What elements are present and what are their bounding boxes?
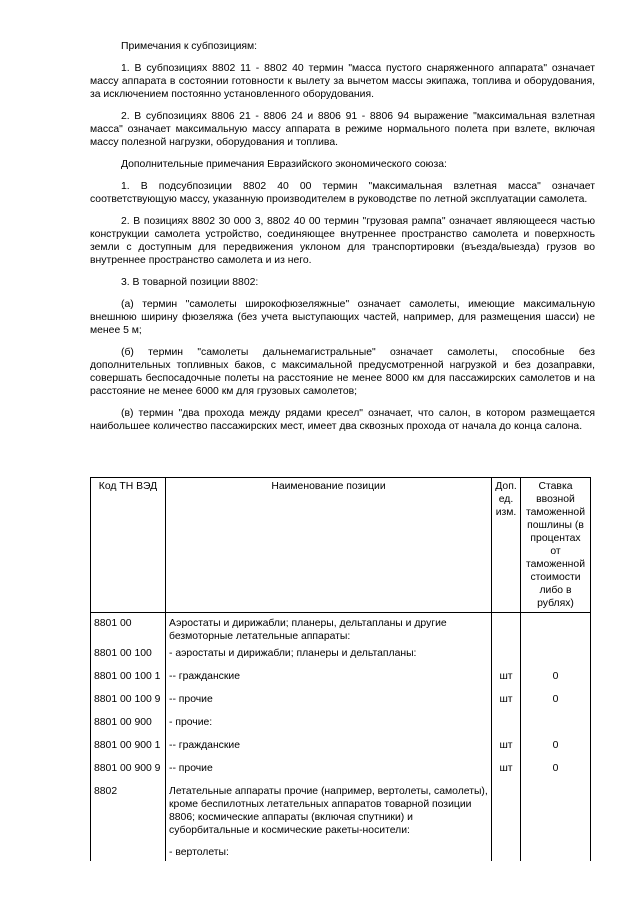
table-row xyxy=(91,668,591,691)
notes-section xyxy=(90,40,595,442)
cell-code: 8801 00 100 1 xyxy=(91,668,166,691)
cell-name-subheading: - вертолеты: xyxy=(169,847,229,858)
table-row xyxy=(91,714,591,737)
cell-name: -- прочие xyxy=(166,760,492,783)
cell-rate: 0 xyxy=(521,691,591,714)
table-row xyxy=(91,737,591,760)
header-name: Наименование позиции xyxy=(166,478,492,613)
definition-item-b: (б) термин "самолеты дальнемагистральные" означает самолеты, способные без дополнительных топливных баков, с максимальной предусмотренной нагрузкой и без дозаправки, совершать беспосадочные полеты на расстояние не менее 8000 км для пассажирских самолетов и на расстояние не менее 6000 км для грузовых самолетов; xyxy=(90,347,595,397)
definition-item-c: (в) термин "два прохода между рядами кресел" означает, что салон, в котором размещается наибольшее количество пассажирских мест, имеет два сквозных прохода от начала до конца салона. xyxy=(90,408,595,432)
table-row xyxy=(91,691,591,714)
cell-rate: 0 xyxy=(521,760,591,783)
cell-rate xyxy=(521,645,591,668)
cell-rate xyxy=(521,613,591,646)
table-row xyxy=(91,613,591,646)
cell-unit xyxy=(492,645,521,668)
cell-unit: шт xyxy=(492,691,521,714)
tariff-table xyxy=(90,477,591,861)
eaeu-notes-title: Дополнительные примечания Евразийского экономического союза: xyxy=(121,159,447,170)
cell-name xyxy=(166,783,492,861)
cell-unit xyxy=(492,613,521,646)
cell-rate xyxy=(521,783,591,861)
header-code: Код ТН ВЭД xyxy=(91,478,166,613)
cell-name-heading: Летательные аппараты прочие (например, вертолеты, самолеты), кроме беспилотных летательных аппаратов товарной позиции 8806; космические аппараты (включая спутники) и суборбитальные и космические ракеты-носители: xyxy=(169,786,488,836)
cell-unit: шт xyxy=(492,668,521,691)
eaeu-note-1: 1. В подсубпозиции 8802 40 00 термин "максимальная взлетная масса" означает соответствующую массу, указанную производителем в руководстве по летной эксплуатации самолета. xyxy=(90,181,595,205)
table-row xyxy=(91,645,591,668)
cell-unit xyxy=(492,714,521,737)
cell-rate xyxy=(521,714,591,737)
cell-code: 8801 00 100 xyxy=(91,645,166,668)
header-unit: Доп. ед. изм. xyxy=(492,478,521,613)
table-row xyxy=(91,760,591,783)
eaeu-note-2: 2. В позициях 8802 30 000 3, 8802 40 00 термин "грузовая рампа" означает являющееся частью конструкции самолета устройство, соединяющее внутреннее пространство самолета и поверхность земли с доступным для передвижения уклоном для транспортировки (въезда/выезда) грузов во внутреннее пространство самолета и из него. xyxy=(90,216,595,266)
table-row xyxy=(91,783,591,861)
cell-name: -- гражданские xyxy=(166,737,492,760)
cell-rate: 0 xyxy=(521,737,591,760)
header-rate: Ставка ввозной таможенной пошлины (в процентах от таможенной стоимости либо в рублях) xyxy=(521,478,591,613)
cell-code: 8801 00 100 9 xyxy=(91,691,166,714)
cell-code: 8801 00 900 1 xyxy=(91,737,166,760)
cell-code: 8801 00 900 xyxy=(91,714,166,737)
cell-name: - прочие: xyxy=(166,714,492,737)
subposition-note-1: 1. В субпозициях 8802 11 - 8802 40 термин "масса пустого снаряженного аппарата" означает массу аппарата в состоянии готовности к вылету за вычетом массы экипажа, топлива и оборудования, за исключением постоянно установленного оборудования. xyxy=(90,63,595,100)
cell-code: 8802 xyxy=(91,783,166,861)
table-header-row xyxy=(91,478,591,613)
cell-name: Аэростаты и дирижабли; планеры, дельтапланы и другие безмоторные летательные аппараты: xyxy=(166,613,492,646)
cell-code: 8801 00 900 9 xyxy=(91,760,166,783)
cell-name: -- гражданские xyxy=(166,668,492,691)
cell-name: - аэростаты и дирижабли; планеры и дельтапланы: xyxy=(166,645,492,668)
subpositions-notes-title: Примечания к субпозициям: xyxy=(121,41,258,52)
cell-unit: шт xyxy=(492,760,521,783)
subposition-note-2: 2. В субпозициях 8806 21 - 8806 24 и 8806 91 - 8806 94 выражение "максимальная взлетная масса" означает максимальную массу аппарата в режиме нормального полета при взлете, включая массу полезной нагрузки, оборудования и топлива. xyxy=(90,111,595,148)
definition-item-a: (а) термин "самолеты широкофюзеляжные" означает самолеты, имеющие максимальную внешнюю ширину фюзеляжа (без учета выступающих частей, например, для размещения шасси) не менее 5 м; xyxy=(90,299,595,336)
cell-name: -- прочие xyxy=(166,691,492,714)
cell-rate: 0 xyxy=(521,668,591,691)
cell-code: 8801 00 xyxy=(91,613,166,646)
cell-unit xyxy=(492,783,521,861)
cell-unit: шт xyxy=(492,737,521,760)
eaeu-note-3: 3. В товарной позиции 8802: xyxy=(121,277,259,288)
